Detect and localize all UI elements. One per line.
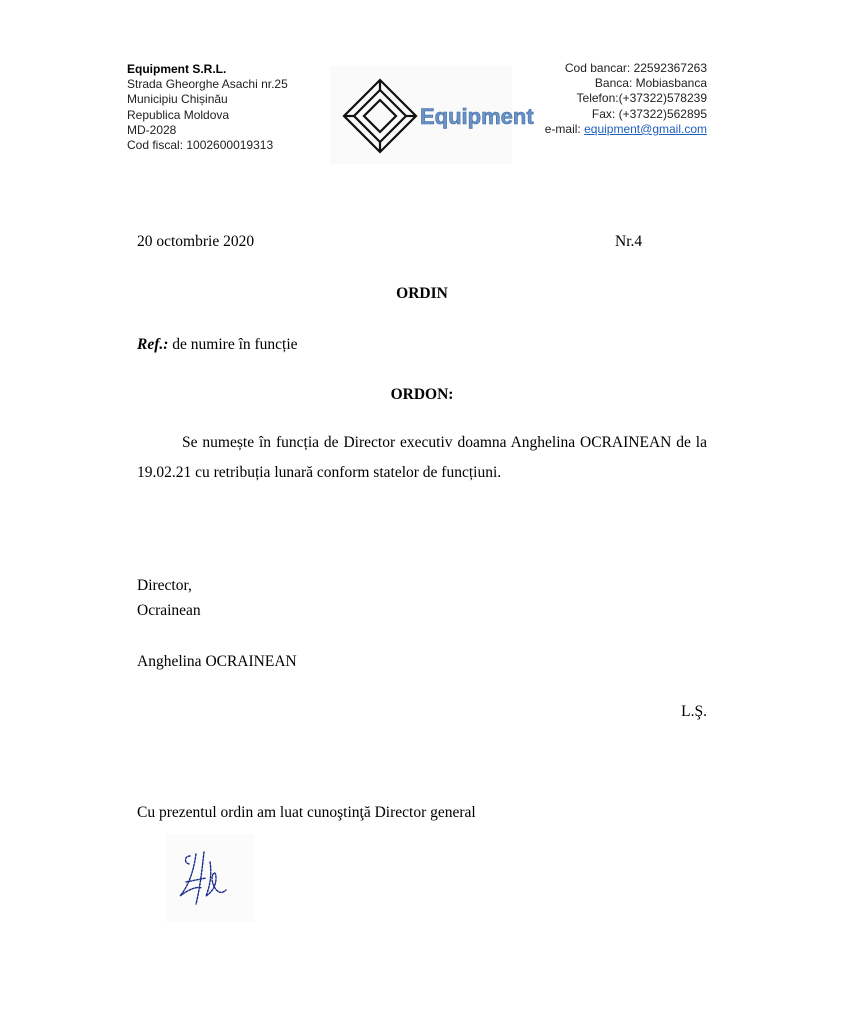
seal-placeholder: L.Ş.	[681, 703, 707, 720]
reference-label: Ref.:	[137, 336, 169, 353]
company-country: Republica Moldova	[127, 107, 230, 122]
reference-text: de numire în funcție	[168, 336, 298, 353]
email-line	[545, 122, 707, 137]
company-name: Equipment S.R.L.	[127, 62, 227, 76]
company-street: Strada Gheorghe Asachi nr.25	[127, 77, 288, 92]
appointee-full-name: Anghelina OCRAINEAN	[137, 653, 297, 670]
document-date: 20 octombrie 2020	[137, 233, 255, 250]
director-title: Director,	[137, 577, 192, 594]
handwritten-signature	[166, 834, 254, 922]
reference-line	[137, 336, 298, 354]
logo-text: Equipment	[420, 104, 534, 129]
email-label: e-mail:	[544, 121, 585, 136]
phone-number: Telefon:(+37322)578239	[576, 91, 707, 106]
acknowledgement-line: Cu prezentul ordin am luat cunoştinţă Director general	[137, 804, 476, 821]
email-link[interactable]: equipment@gmail.com	[584, 121, 707, 136]
fax-number: Fax: (+37322)562895	[591, 106, 707, 121]
order-body-paragraph: Se numește în funcția de Director executiv doamna Anghelina OCRAINEAN de la 19.02.21 cu retribuția lunară conform statelor de funcțiuni.	[137, 434, 707, 481]
company-fiscal-code: Cod fiscal: 1002600019313	[127, 138, 274, 153]
document-number: Nr.4	[615, 233, 643, 250]
bank-code: Cod bancar: 22592367263	[564, 61, 707, 75]
bank-name: Banca: Mobiasbanca	[594, 76, 707, 91]
company-logo	[330, 66, 534, 164]
director-name: Ocrainean	[137, 602, 201, 619]
company-contact-block	[545, 61, 707, 137]
order-heading: ORDON:	[390, 386, 454, 403]
company-city: Municipiu Chișinău	[127, 92, 228, 107]
company-postal-code: MD-2028	[127, 122, 177, 137]
document-title: ORDIN	[396, 285, 448, 302]
company-address-block	[127, 62, 288, 153]
